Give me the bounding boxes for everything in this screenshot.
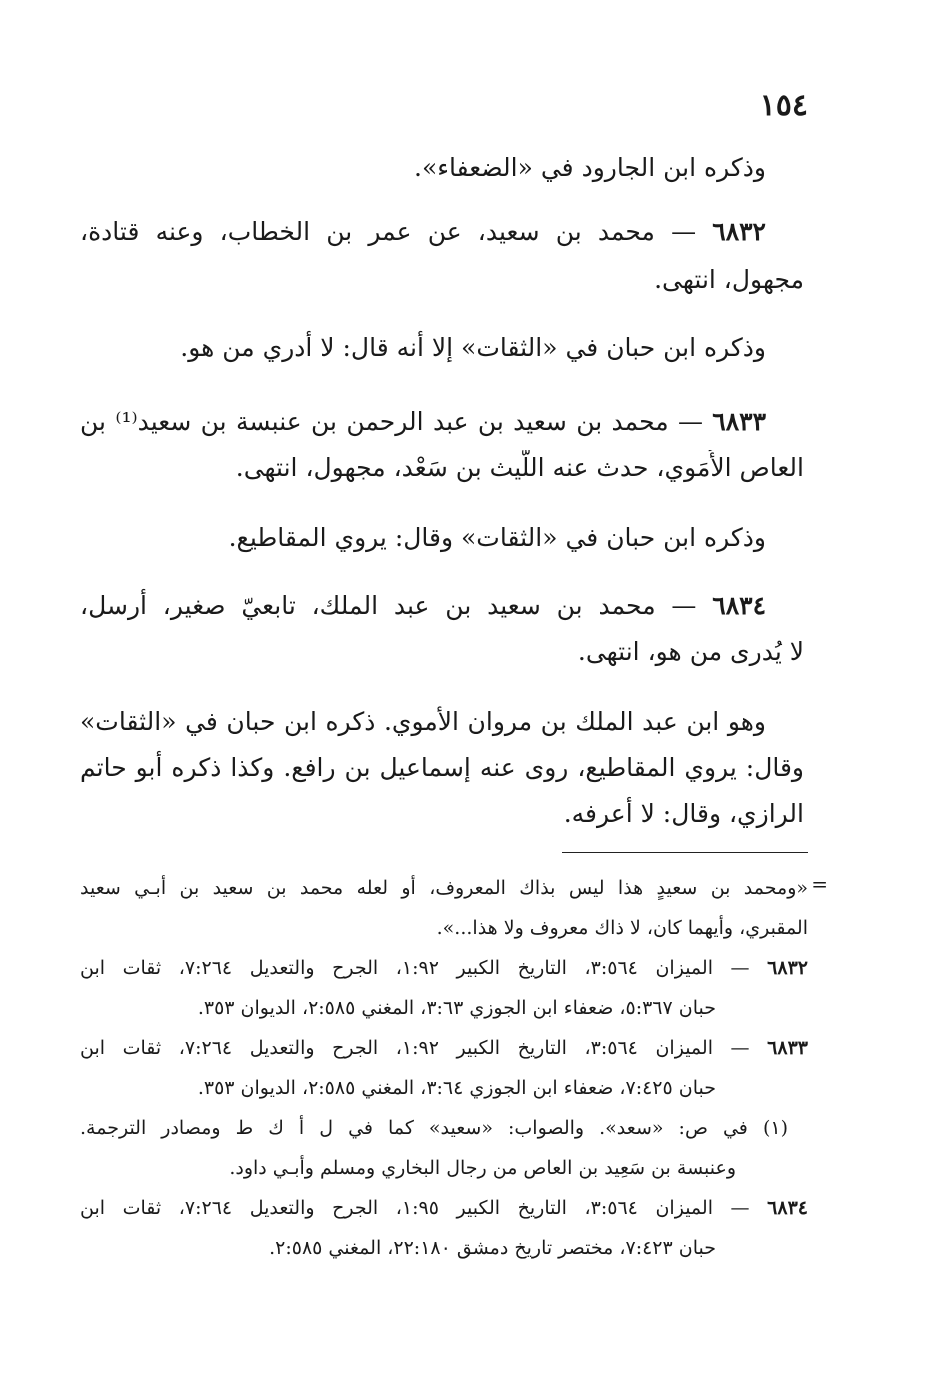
entry-text: — محمد بن سعيد، عن عمر بن الخطاب، وعنه قتادة،: [80, 217, 697, 246]
footnote-line: حبان ٧:٤٢٣، مختصر تاريخ دمشق ٢٢:١٨٠، المغني ٢:٥٨٥.: [269, 1237, 716, 1259]
ref-text: — الميزان ٣:٥٦٤، التاريخ الكبير ١:٩٥، الجرح والتعديل ٧:٢٦٤، ثقات ابن: [80, 1197, 750, 1219]
text-line: مجهول، انتهى.: [654, 265, 804, 294]
ref-text: — الميزان ٣:٥٦٤، التاريخ الكبير ١:٩٢، الجرح والتعديل ٧:٢٦٤، ثقات ابن: [80, 1037, 750, 1059]
entry-number: ٦٨٣٣: [712, 407, 766, 436]
footnote-note-1: [80, 1114, 788, 1142]
footnote-line: المقبري، وأيهما كان، لا ذاك معروف ولا هذا...».: [436, 917, 808, 939]
entry-text: — محمد بن سعيد بن عبد الملك، تابعيّ صغير، أرسل،: [80, 591, 697, 620]
continuation-mark: =: [811, 872, 828, 896]
text-line: العاص الأُمَوي، حدث عنه اللَّيث بن سَعْد، مجهول، انتهى.: [235, 453, 804, 482]
text-line: وهو ابن عبد الملك بن مروان الأموي. ذكره ابن حبان في «الثقات»: [80, 707, 766, 736]
entry-line-6832: [80, 214, 766, 250]
footnote-ref-6833: [80, 1034, 808, 1062]
text-line: وقال: يروي المقاطيع، روى عنه إسماعيل بن رافع. وكذا ذكره أبو حاتم: [80, 753, 804, 782]
ref-text: — الميزان ٣:٥٦٤، التاريخ الكبير ١:٩٢، الجرح والتعديل ٧:٢٦٤، ثقات ابن: [80, 957, 750, 979]
entry-number: ٦٨٣٤: [712, 591, 766, 620]
footnote-line: حبان ٧:٤٢٥، ضعفاء ابن الجوزي ٣:٦٤، المغني ٢:٥٨٥، الديوان ٣٥٣.: [197, 1077, 716, 1099]
footnote-line: «ومحمد بن سعيدٍ هذا ليس بذاك المعروف، أو لعله محمد بن سعيد بن أبـي سعيد: [80, 877, 808, 899]
note-marker: (١): [762, 1117, 788, 1139]
footnote-ref-6832: [80, 954, 808, 982]
entry-number: ٦٨٣٢: [712, 217, 766, 246]
text-line: وذكره ابن حبان في «الثقات» إلا أنه قال: لا أدري من هو.: [180, 333, 766, 362]
note-text: في ص: «سعد». والصواب: «سعيد» كما في ل أ ك ط ومصادر الترجمة.: [80, 1117, 748, 1139]
ref-number: ٦٨٣٣: [767, 1037, 808, 1059]
footnote-separator: [562, 852, 808, 853]
footnote-line: حبان ٥:٣٦٧، ضعفاء ابن الجوزي ٣:٦٣، المغني ٢:٥٨٥، الديوان ٣٥٣.: [197, 997, 716, 1019]
ref-number: ٦٨٣٢: [767, 957, 808, 979]
text-line: وذكره ابن الجارود في «الضعفاء».: [414, 153, 766, 182]
text-line: وذكره ابن حبان في «الثقات» وقال: يروي المقاطيع.: [228, 523, 766, 552]
text-line: لا يُدرى من هو، انتهى.: [577, 637, 804, 666]
entry-line-6834: [80, 588, 766, 624]
ref-number: ٦٨٣٤: [767, 1197, 808, 1219]
page-number: ١٥٤: [759, 88, 808, 123]
text-line: الرازي، وقال: لا أعرفه.: [563, 799, 804, 828]
footnote-line: وعنبسة بن سَعِيد بن العاص من رجال البخاري ومسلم وأبـي داود.: [229, 1157, 736, 1179]
entry-text: — محمد بن سعيد بن عبد الرحمن بن عنبسة بن سعيد⁽¹⁾ بن: [80, 407, 703, 436]
entry-line-6833: [80, 404, 766, 440]
footnote-ref-6834: [80, 1194, 808, 1222]
